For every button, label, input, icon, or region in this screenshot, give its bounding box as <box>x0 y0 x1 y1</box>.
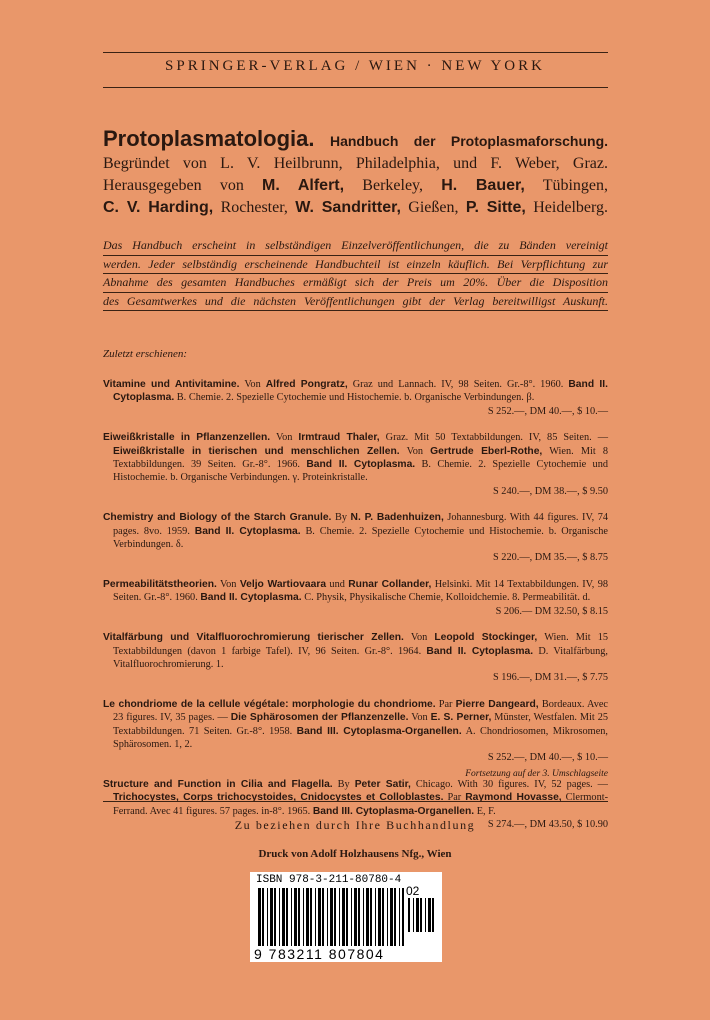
barcode-bar <box>298 888 300 946</box>
entry-bold-text: Die Sphärosomen der Pflanzenzelle. <box>230 712 409 724</box>
entry-bold-text: Alfred Pongratz, <box>265 379 348 390</box>
barcode-bar <box>375 888 376 946</box>
barcode-bar <box>286 888 288 946</box>
printer-note: Druck von Adolf Holzhausens Nfg., Wien <box>258 848 452 860</box>
publication-entry <box>103 578 608 618</box>
barcode-bar <box>318 888 321 946</box>
entry-bold-text: Runar Collander, <box>348 578 432 590</box>
isbn-barcode <box>250 872 442 962</box>
entry-text: und <box>326 578 349 590</box>
entry-price: S 252.—, DM 40.—, $ 10.— <box>487 752 608 764</box>
publication-entry <box>103 631 608 685</box>
barcode-bar <box>310 888 312 946</box>
publication-entry <box>103 378 608 418</box>
entry-text: Von <box>403 632 435 644</box>
barcode-bar <box>342 888 345 946</box>
publication-entry <box>103 511 608 565</box>
entry-text: Wien. Mit 8 Textabbildungen. 39 Seiten. Gr.-8°. 1966. <box>113 445 609 471</box>
barcode-bar <box>425 898 426 932</box>
entry-bold-text: Band III. Cytoplasma-Organellen. <box>296 725 462 737</box>
entry-text: B. Chemie. 2. Spezielle Cytochemie und Histochemie. b. Organische Verbindungen. δ. <box>113 525 608 551</box>
entry-bold-text: Band II. Cytoplasma. <box>426 645 534 657</box>
series-notice <box>103 237 608 311</box>
barcode-addon: 02 <box>406 884 420 898</box>
footer-rule <box>103 801 608 802</box>
entry-text: Clermont-Ferrand. Avec 41 figures. 57 pages. in-8°. 1965. <box>113 792 609 817</box>
entry-text: C. Physik, Physikalische Chemie, Kolloidchemie. 8. Permeabilität. d. <box>301 592 591 604</box>
entry-price: S 240.—, DM 38.—, $ 9.50 <box>493 485 608 497</box>
entry-bold-text: Vitalfärbung und Vitalfluorochromierung tierischer Zellen. <box>103 632 404 644</box>
entry-price: S 196.—, DM 31.—, $ 7.75 <box>493 672 608 684</box>
availability-note: Zu beziehen durch Ihre Buchhandlung <box>234 818 476 832</box>
editor-place: Gießen, <box>408 199 459 216</box>
editor-name: W. Sandritter, <box>295 199 401 216</box>
top-rule <box>103 52 608 53</box>
entry-description <box>103 698 608 752</box>
entry-text: Von <box>270 432 299 444</box>
entry-text: Von <box>408 712 431 724</box>
entry-text: A. Chondriosomen, Mikrosomen, Sphärosomen. 1, 2. <box>113 725 608 750</box>
entry-description <box>103 778 608 818</box>
entry-bold-text: Band II. Cytoplasma. <box>113 379 609 404</box>
barcode-bar <box>351 888 352 946</box>
entry-text: Helsinki. Mit 14 Textabbildungen. IV, 98 Seiten. Gr.-8°. 1960. <box>113 578 609 604</box>
publication-entry <box>103 431 608 498</box>
barcode-bar <box>303 888 304 946</box>
barcode-bar <box>346 888 348 946</box>
barcode-bar <box>366 888 369 946</box>
barcode-bar <box>330 888 333 946</box>
barcode-bar <box>258 888 261 946</box>
entry-text: B. Chemie. 2. Spezielle Cytochemie und Histochemie. b. Organische Verbindungen. β. <box>174 392 535 404</box>
entry-bold-text: Le chondriome de la cellule végétale: morphologie du chondriome. <box>103 698 436 710</box>
barcode-bar <box>378 888 381 946</box>
barcode-bar <box>294 888 297 946</box>
entry-price: S 274.—, DM 43.50, $ 10.90 <box>487 818 608 830</box>
entry-description <box>103 511 608 551</box>
series-subtitle: Handbuch der Protoplasmaforschung. <box>329 133 609 149</box>
entry-text: Von <box>239 379 266 390</box>
entry-description <box>103 631 608 671</box>
barcode-bar <box>370 888 372 946</box>
entry-bold-text: Trichocystes, Corps trichocystoides, Cnidocystes et Colloblastes. <box>113 792 444 804</box>
recent-label: Zuletzt erschienen: <box>103 348 188 360</box>
entry-price: S 220.—, DM 35.—, $ 8.75 <box>493 552 608 564</box>
entry-bold-text: N. P. Badenhuizen, <box>350 512 444 524</box>
notice-line: Das Handbuch erscheint in selbständigen Einzelveröffentlichungen, die zu Bänden vereinigt <box>103 237 608 256</box>
barcode-bar <box>363 888 364 946</box>
barcode-bar <box>399 888 400 946</box>
entry-description <box>103 431 608 485</box>
entry-text: Par <box>443 792 466 804</box>
entry-text: By <box>332 778 355 790</box>
barcode-bar <box>428 898 431 932</box>
addon-bars <box>408 898 436 954</box>
entry-bold-text: Raymond Hovasse, <box>465 792 562 804</box>
entry-bold-text: E. S. Perner, <box>430 712 492 724</box>
editor-name: H. Bauer, <box>441 177 525 194</box>
editor-name: P. Sitte, <box>465 199 526 216</box>
entry-bold-text: Chemistry and Biology of the Starch Granule. <box>103 512 332 524</box>
entry-description <box>103 378 608 405</box>
entry-text: Johannesburg. With 44 figures. IV, 74 pages. 8vo. 1959. <box>113 512 608 537</box>
barcode-digits: 9 783211 807804 <box>254 946 385 962</box>
series-title-line <box>103 128 608 153</box>
editor-place: Tübingen, <box>542 177 609 194</box>
barcode-bar <box>432 898 434 932</box>
barcode-bar <box>274 888 276 946</box>
entry-text: B. Chemie. 2. Spezielle Cytochemie und Histochemie. b. Organische Verbindungen. γ. Proteinkristalle. <box>113 459 609 484</box>
continuation-note: Fortsetzung auf der 3. Umschlagseite <box>465 769 608 779</box>
notice-line: werden. Jeder selbständig erscheinende Handbuchteil ist einzeln käuflich. Bei Verpflichtung zur <box>103 256 608 275</box>
entry-bold-text: Band II. Cytoplasma. <box>194 525 301 537</box>
barcode-bar <box>262 888 264 946</box>
publisher-line: SPRINGER-VERLAG / WIEN · NEW YORK <box>165 58 545 74</box>
barcode-bar <box>402 888 404 946</box>
founders: Begründet von L. V. Heilbrunn, Philadelphia, und F. Weber, Graz. <box>103 155 608 172</box>
entry-text: Graz und Lannach. IV, 98 Seiten. Gr.-8°. 1960. <box>347 379 569 390</box>
notice-line: des Gesamtwerkes und die nächsten Veröffentlichungen gibt der Verlag bereitwilligst Auskunft. <box>103 293 608 312</box>
entry-bold-text: Veljo Wartiovaara <box>239 578 327 590</box>
editor-name: M. Alfert, <box>262 177 345 194</box>
barcode-bar <box>279 888 280 946</box>
entry-bold-text: Leopold Stockinger, <box>434 632 538 644</box>
entry-bold-text: Pierre Dangeard, <box>455 698 539 710</box>
barcode-bar <box>282 888 285 946</box>
entry-bold-text: Band II. Cytoplasma. <box>200 592 302 604</box>
entry-bold-text: Vitamine und Antivitamine. <box>103 379 240 390</box>
entry-text: Chicago. With 30 figures. IV, 52 pages. — <box>410 778 608 790</box>
entry-text: Par <box>435 698 456 710</box>
series-title: Protoplasmatologia. <box>103 126 315 151</box>
editor-place: Heidelberg. <box>533 199 609 216</box>
entry-bold-text: Irmtraud Thaler, <box>298 432 380 444</box>
entry-bold-text: Gertrude Eberl-Rothe, <box>430 445 543 457</box>
entry-bold-text: Band III. Cytoplasma-Organellen. <box>312 805 475 817</box>
entry-text: Wien. Mit 15 Textabbildungen (davon 1 farbige Tafel). IV, 96 Seiten. Gr.-8°. 1964. <box>113 632 609 657</box>
barcode-bar <box>339 888 340 946</box>
barcode-bar <box>387 888 388 946</box>
notice-line: Abnahme des gesamten Handbuches ermäßigt sich der Preis um 20%. Über die Disposition <box>103 274 608 293</box>
header-rule <box>103 87 608 88</box>
barcode-bar <box>291 888 292 946</box>
barcode-bars <box>258 888 404 948</box>
entry-bold-text: Permeabilitätstheorien. <box>103 578 217 590</box>
series-header <box>103 128 608 219</box>
barcode-bar <box>327 888 328 946</box>
entry-text: By <box>331 512 351 524</box>
entry-bold-text: Peter Satir, <box>354 778 411 790</box>
entry-text: Von <box>399 445 431 457</box>
barcode-bar <box>408 898 410 932</box>
barcode-bar <box>416 898 419 932</box>
barcode-bar <box>354 888 357 946</box>
barcode-bar <box>382 888 384 946</box>
editors-prefix: Herausgegeben von <box>103 177 244 194</box>
entry-bold-text: Eiweißkristalle in tierischen und menschlichen Zellen. <box>113 445 400 457</box>
barcode-bar <box>267 888 268 946</box>
barcode-bar <box>334 888 336 946</box>
barcode-bar <box>420 898 422 932</box>
entry-text: Von <box>216 578 240 590</box>
entry-bold-text: Eiweißkristalle in Pflanzenzellen. <box>103 432 271 444</box>
entry-bold-text: Band II. Cytoplasma. <box>306 459 416 471</box>
entry-text: Münster, Westfalen. Mit 25 Textabbildungen. 71 Seiten. Gr.-8°. 1958. <box>113 712 608 737</box>
editors-line-1 <box>103 175 608 197</box>
entry-text: E, F. <box>474 805 496 817</box>
editor-place: Rochester, <box>220 199 288 216</box>
entry-text: D. Vitalfärbung, Vitalfluorochromierung. 1. <box>113 645 608 670</box>
barcode-bar <box>394 888 396 946</box>
isbn-text: ISBN 978-3-211-80780-4 <box>256 874 402 886</box>
barcode-bar <box>322 888 324 946</box>
entry-price: S 252.—, DM 40.—, $ 10.— <box>487 405 608 417</box>
barcode-bar <box>270 888 273 946</box>
editor-name: C. V. Harding, <box>103 199 214 216</box>
editor-place: Berkeley, <box>362 177 424 194</box>
barcode-bar <box>315 888 316 946</box>
publication-entry <box>103 698 608 765</box>
entry-text: Bordeaux. Avec 23 figures. IV, 35 pages. — <box>113 698 609 724</box>
entry-price: S 206.— DM 32.50, $ 8.15 <box>495 605 608 617</box>
entry-text: Graz. Mit 50 Textabbildungen. IV, 85 Seiten. — <box>379 432 608 444</box>
entry-description <box>103 578 608 605</box>
barcode-bar <box>306 888 309 946</box>
editors-line-2 <box>103 197 608 219</box>
barcode-bar <box>358 888 360 946</box>
entry-bold-text: Structure and Function in Cilia and Flagella. <box>103 778 333 790</box>
barcode-bar <box>390 888 393 946</box>
barcode-bar <box>413 898 414 932</box>
